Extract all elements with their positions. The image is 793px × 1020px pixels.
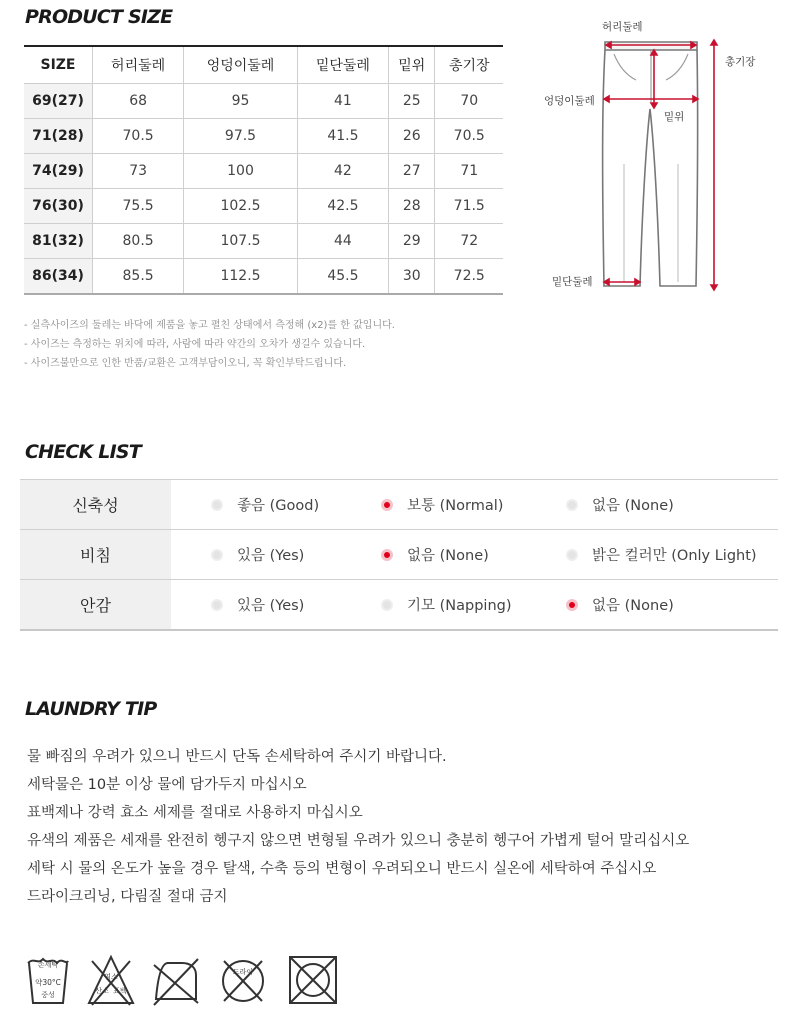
option-only-light[interactable]: [566, 544, 757, 565]
header-length: 총기장: [435, 46, 503, 84]
table-cell: 42: [297, 154, 388, 189]
diagram-label-rise: 밑위: [664, 111, 685, 123]
laundry-tip-title: LAUNDRY TIP: [25, 698, 157, 720]
table-cell: 45.5: [297, 259, 388, 295]
check-row-label: 신축성: [20, 480, 171, 529]
no-bleach-icon: [89, 957, 133, 1005]
table-cell: 27: [389, 154, 435, 189]
radio-selected-icon[interactable]: [566, 599, 578, 611]
table-cell: 26: [389, 119, 435, 154]
size-cell: 81(32): [24, 224, 93, 259]
table-cell: 112.5: [184, 259, 298, 295]
option-label: 있음 (Yes): [237, 548, 305, 564]
table-cell: 41: [297, 84, 388, 119]
no-tumble-dry-icon: [290, 957, 336, 1003]
table-cell: 95: [184, 84, 298, 119]
size-table: [24, 45, 503, 295]
table-cell: 70.5: [435, 119, 503, 154]
size-note: - 사이즈는 측정하는 위치에 따라, 사람에 따라 약간의 오차가 생길수 있습니다.: [24, 339, 366, 350]
svg-text:산소: 산소: [95, 987, 109, 995]
laundry-tip: 물 빠짐의 우려가 있으니 반드시 단독 손세탁하여 주시기 바랍니다.: [27, 749, 447, 765]
table-cell: 85.5: [93, 259, 184, 295]
svg-text:약30°C: 약30°C: [35, 978, 61, 987]
check-row-transparency: [20, 530, 778, 580]
table-cell: 100: [184, 154, 298, 189]
option-label: 없음 (None): [407, 548, 489, 564]
check-list-table: [20, 479, 778, 631]
option-good[interactable]: [211, 494, 319, 515]
table-row: [24, 84, 503, 119]
size-cell: 69(27): [24, 84, 93, 119]
table-row: [24, 224, 503, 259]
size-cell: 86(34): [24, 259, 93, 295]
option-none[interactable]: [381, 544, 489, 565]
svg-text:표백: 표백: [113, 987, 127, 995]
pants-measurement-diagram: [540, 14, 765, 304]
table-cell: 70: [435, 84, 503, 119]
header-hem: 밑단둘레: [297, 46, 388, 84]
table-row: [24, 119, 503, 154]
table-cell: 71: [435, 154, 503, 189]
table-cell: 41.5: [297, 119, 388, 154]
table-cell: 70.5: [93, 119, 184, 154]
size-table-header: [24, 46, 503, 84]
size-note: - 사이즈불만으로 인한 반품/교환은 고객부담이오니, 꼭 확인부탁드립니다.: [24, 358, 347, 369]
option-normal[interactable]: [381, 494, 503, 515]
option-none[interactable]: [566, 494, 674, 515]
size-cell: 71(28): [24, 119, 93, 154]
laundry-tip: 유색의 제품은 세재를 완전히 헹구지 않으면 변형될 우려가 있으니 충분히 헹구어 가볍게 털어 말리십시오: [27, 833, 690, 849]
header-size: SIZE: [24, 46, 93, 84]
check-row-lining: [20, 580, 778, 631]
table-cell: 72: [435, 224, 503, 259]
table-cell: 72.5: [435, 259, 503, 295]
table-cell: 30: [389, 259, 435, 295]
hand-wash-icon: [28, 959, 68, 1003]
table-cell: 44: [297, 224, 388, 259]
size-notes: [24, 316, 395, 373]
option-napping[interactable]: [381, 594, 512, 615]
no-iron-icon: [154, 959, 198, 1005]
check-row-label: 안감: [20, 580, 171, 629]
size-note: - 실측사이즈의 둘레는 바닥에 제품을 놓고 펼친 상태에서 측정해 (x2)를 한 값입니다.: [24, 320, 395, 331]
size-cell: 76(30): [24, 189, 93, 224]
radio-icon[interactable]: [211, 549, 223, 561]
diagram-label-waist: 허리둘레: [602, 21, 643, 33]
table-cell: 97.5: [184, 119, 298, 154]
option-label: 좋음 (Good): [237, 498, 320, 514]
radio-icon[interactable]: [211, 499, 223, 511]
radio-selected-icon[interactable]: [381, 499, 393, 511]
table-cell: 75.5: [93, 189, 184, 224]
svg-text:중성: 중성: [41, 991, 55, 999]
table-row: [24, 189, 503, 224]
option-yes[interactable]: [211, 594, 304, 615]
care-icons: [24, 953, 354, 1013]
table-cell: 28: [389, 189, 435, 224]
laundry-tip: 세탁 시 물의 온도가 높을 경우 탈색, 수축 등의 변형이 우려되오니 반드시 실온에 세탁하여 주십시오: [27, 861, 657, 877]
table-cell: 42.5: [297, 189, 388, 224]
check-row-label: 비침: [20, 530, 171, 579]
svg-text:손세탁: 손세탁: [37, 961, 59, 969]
option-label: 기모 (Napping): [407, 598, 512, 614]
option-label: 밝은 컬러만 (Only Light): [592, 548, 757, 564]
size-cell: 74(29): [24, 154, 93, 189]
radio-icon[interactable]: [211, 599, 223, 611]
table-cell: 29: [389, 224, 435, 259]
table-cell: 73: [93, 154, 184, 189]
option-label: 없음 (None): [592, 498, 674, 514]
table-row: [24, 259, 503, 295]
diagram-label-length: 총기장: [725, 56, 756, 68]
option-yes[interactable]: [211, 544, 304, 565]
laundry-tips: [27, 743, 689, 911]
header-hip: 엉덩이둘레: [184, 46, 298, 84]
option-label: 있음 (Yes): [237, 598, 305, 614]
svg-text:염소: 염소: [104, 973, 118, 981]
check-list-title: CHECK LIST: [25, 441, 141, 463]
table-cell: 71.5: [435, 189, 503, 224]
table-cell: 80.5: [93, 224, 184, 259]
table-cell: 102.5: [184, 189, 298, 224]
table-cell: 107.5: [184, 224, 298, 259]
diagram-label-hem: 밑단둘레: [552, 276, 593, 288]
header-rise: 밑위: [389, 46, 435, 84]
table-cell: 25: [389, 84, 435, 119]
option-none[interactable]: [566, 594, 674, 615]
laundry-tip: 세탁물은 10분 이상 물에 담가두지 마십시오: [27, 777, 307, 793]
product-size-title: PRODUCT SIZE: [25, 6, 173, 28]
laundry-tip: 표백제나 강력 효소 세제를 절대로 사용하지 마십시오: [27, 805, 363, 821]
check-row-elasticity: [20, 480, 778, 530]
radio-icon[interactable]: [381, 599, 393, 611]
no-dry-clean-icon: [223, 961, 263, 1001]
laundry-tip: 드라이크리닝, 다림질 절대 금지: [27, 889, 228, 905]
header-waist: 허리둘레: [93, 46, 184, 84]
option-label: 없음 (None): [592, 598, 674, 614]
radio-icon[interactable]: [566, 499, 578, 511]
radio-icon[interactable]: [566, 549, 578, 561]
diagram-label-hip: 엉덩이둘레: [544, 95, 595, 107]
table-row: [24, 154, 503, 189]
svg-text:드라이: 드라이: [232, 968, 254, 976]
table-cell: 68: [93, 84, 184, 119]
radio-selected-icon[interactable]: [381, 549, 393, 561]
option-label: 보통 (Normal): [407, 498, 504, 514]
